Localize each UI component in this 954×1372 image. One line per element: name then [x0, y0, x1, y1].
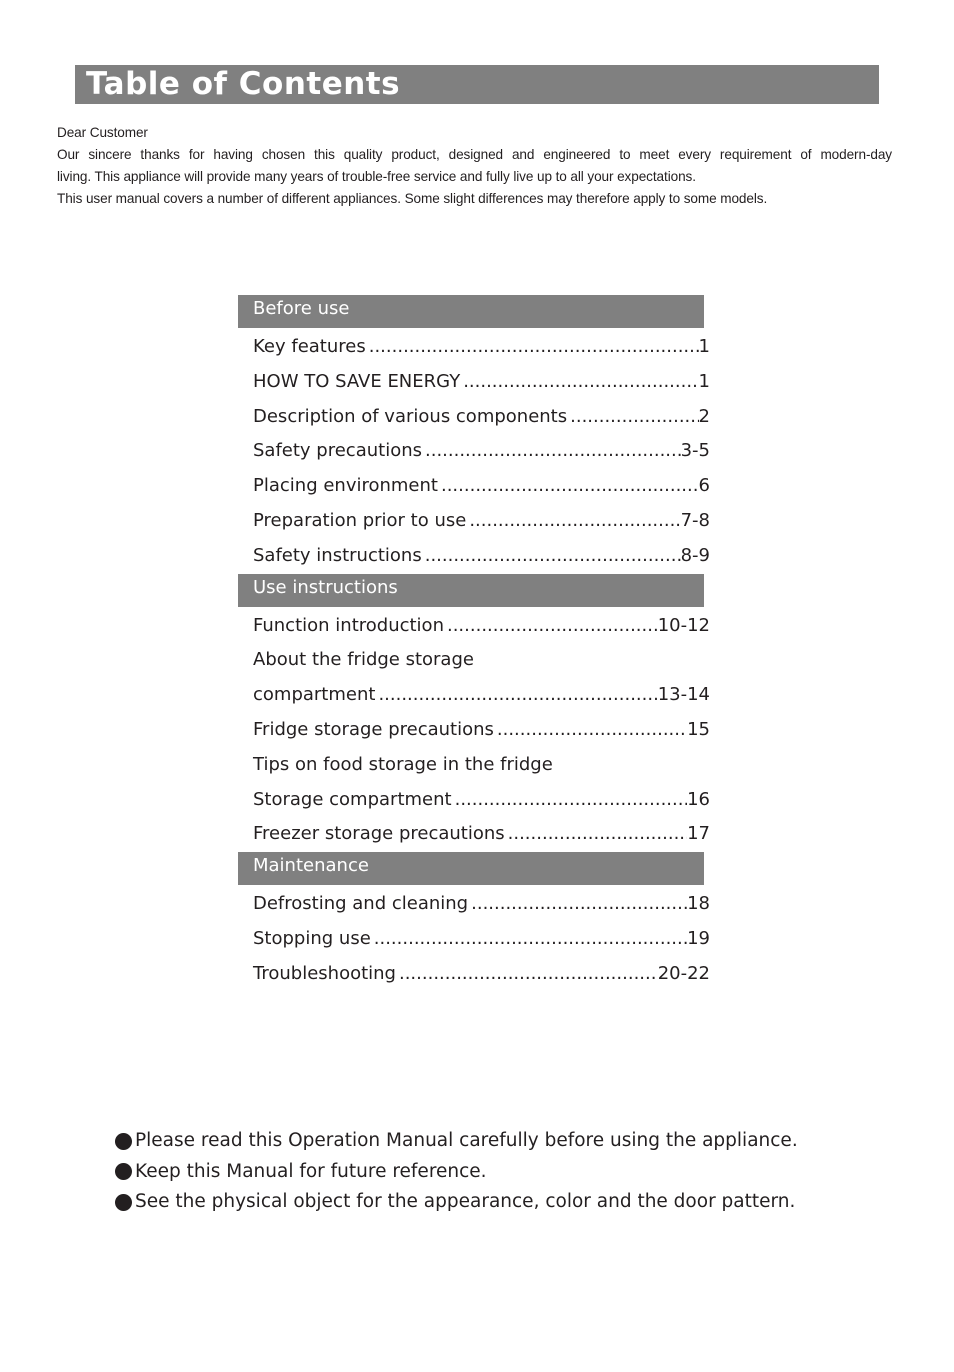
toc-entry-label: About the fridge storage: [253, 649, 474, 671]
toc-entry-page: 18: [687, 893, 710, 915]
toc-entry-page: 2: [698, 405, 710, 427]
toc-entry[interactable]: [238, 609, 710, 644]
bullet-icon: [115, 1133, 132, 1150]
toc-entry-label: Description of various components: [253, 405, 568, 427]
toc-entry-label: Key features: [253, 336, 366, 357]
toc-entry-label: Tips on food storage in the fridge: [253, 753, 553, 775]
dot-leader: [366, 330, 699, 364]
toc-entry[interactable]: [238, 817, 710, 852]
dot-leader: [460, 365, 698, 399]
toc-entry-label: Defrosting and cleaning: [253, 893, 469, 915]
toc-entry-label: Stopping use: [253, 927, 371, 949]
toc-entry-label: compartment: [253, 684, 376, 706]
toc-entry-label: Placing environment: [253, 475, 438, 497]
toc-entry-page: 10-12: [657, 614, 710, 636]
toc-entry[interactable]: [238, 783, 710, 818]
dot-leader: [468, 887, 687, 921]
dot-leader: [422, 539, 681, 573]
dot-leader: [494, 713, 687, 747]
toc-entry-continued[interactable]: [238, 748, 710, 783]
toc-entry[interactable]: [238, 400, 710, 435]
toc-entry[interactable]: [238, 504, 710, 539]
toc-entry[interactable]: [238, 922, 710, 957]
toc-entry-label: Function introduction: [253, 614, 444, 636]
toc-entry[interactable]: [238, 539, 710, 574]
toc-entry[interactable]: [238, 330, 710, 365]
note-item: [113, 1157, 933, 1188]
toc-entry[interactable]: [238, 678, 710, 713]
toc-entry-label: Freezer storage precautions: [253, 823, 505, 845]
toc-entry-page: 17: [687, 823, 710, 845]
section-heading-before-use: Before use: [238, 295, 704, 328]
toc-entry-page: 6: [698, 475, 710, 497]
dot-leader: [505, 817, 687, 851]
bullet-icon: [115, 1194, 132, 1211]
section-heading-use-instructions: Use instructions: [238, 574, 704, 607]
toc-entry-label: Preparation prior to use: [253, 509, 467, 531]
toc-list: [238, 295, 710, 992]
toc-entry-page: 13-14: [657, 684, 710, 706]
toc-entry-page: 3-5: [680, 440, 710, 462]
toc-entry[interactable]: [238, 469, 710, 504]
toc-entry[interactable]: [238, 365, 710, 400]
note-text: Keep this Manual for future reference.: [135, 1160, 487, 1182]
toc-entry-page: 1: [698, 336, 710, 357]
notes-list: [113, 1126, 933, 1218]
dot-leader: [422, 434, 681, 468]
toc-entry-page: 8-9: [680, 544, 710, 566]
toc-entry-continued[interactable]: [238, 643, 710, 678]
page-title: Table of Contents: [75, 65, 879, 104]
toc-entry[interactable]: [238, 713, 710, 748]
section-heading-maintenance: Maintenance: [238, 852, 704, 885]
dot-leader: [444, 609, 658, 643]
toc-entry-page: 20-22: [657, 962, 710, 984]
toc-entry-page: 19: [687, 927, 710, 949]
dot-leader: [375, 678, 657, 712]
toc-entry-label: HOW TO SAVE ENERGY: [253, 370, 461, 392]
intro-line-1: Our sincere thanks for having chosen this quality product, designed and engineered to meet every requirement of modern-day: [57, 147, 892, 162]
intro-line-3: This user manual covers a number of different appliances. Some slight differences may therefore apply to some models.: [57, 191, 768, 206]
intro-greeting: Dear Customer: [57, 125, 148, 140]
dot-leader: [396, 957, 658, 991]
dot-leader: [466, 504, 680, 538]
toc-entry-label: Safety instructions: [253, 544, 422, 566]
toc-entry-page: 7-8: [680, 509, 710, 531]
dot-leader: [438, 469, 699, 503]
dot-leader: [567, 400, 698, 434]
toc-entry[interactable]: [238, 957, 710, 992]
toc-entry[interactable]: [238, 887, 710, 922]
note-text: See the physical object for the appearance, color and the door pattern.: [135, 1191, 796, 1212]
note-text: Please read this Operation Manual carefully before using the appliance.: [135, 1130, 798, 1151]
dot-leader: [452, 783, 688, 817]
note-item: [113, 1187, 933, 1218]
note-item: [113, 1126, 933, 1157]
toc-entry-label: Safety precautions: [253, 440, 422, 462]
dot-leader: [371, 922, 687, 956]
intro-text: [57, 122, 892, 210]
toc-entry-label: Fridge storage precautions: [253, 718, 494, 740]
toc-entry[interactable]: [238, 434, 710, 469]
bullet-icon: [115, 1163, 132, 1180]
toc-entry-page: 1: [698, 370, 710, 392]
toc-entry-page: 15: [687, 718, 710, 740]
toc-entry-label: Troubleshooting: [253, 962, 396, 984]
intro-line-2: living. This appliance will provide many years of trouble-free service and fully live up to all your expectations.: [57, 169, 696, 184]
toc-entry-label: Storage compartment: [253, 788, 452, 810]
toc-entry-page: 16: [687, 788, 710, 810]
